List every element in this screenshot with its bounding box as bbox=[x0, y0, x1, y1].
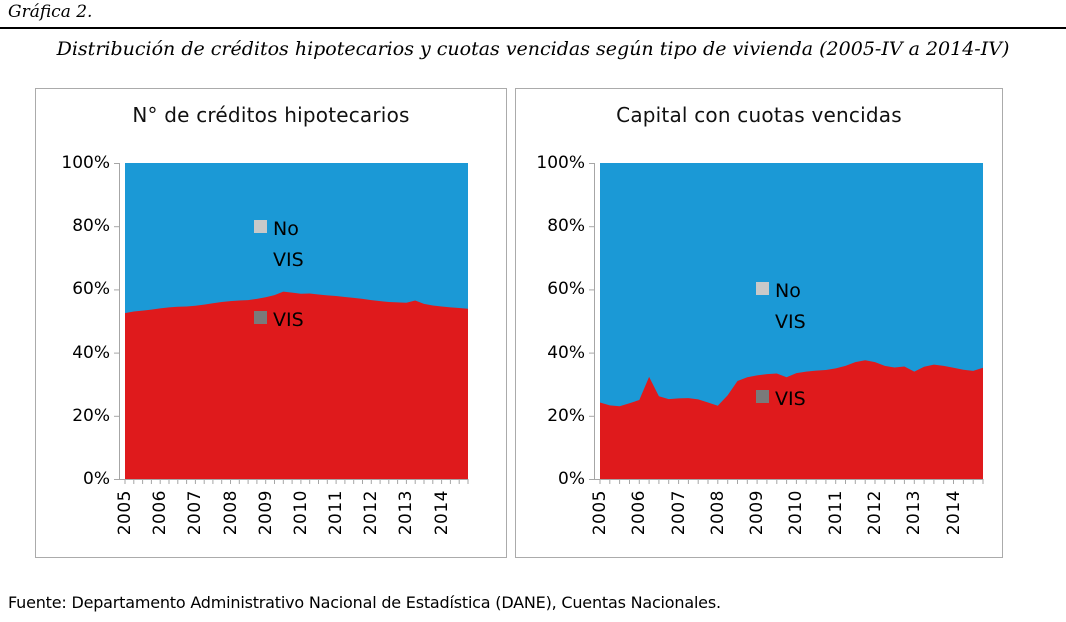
x-axis-label: 2011 bbox=[825, 490, 846, 536]
y-axis-label: 100% bbox=[536, 153, 585, 173]
chart-title-creditos: N° de créditos hipotecarios bbox=[132, 103, 410, 127]
y-axis-label: 60% bbox=[72, 279, 110, 300]
x-axis-label: 2008 bbox=[220, 490, 241, 536]
legend-vis-marker bbox=[254, 311, 267, 324]
top-divider bbox=[0, 27, 1066, 29]
x-axis-label: 2013 bbox=[904, 490, 925, 536]
legend-no-vis-label: No VIS bbox=[273, 218, 304, 271]
x-axis-label: 2009 bbox=[255, 490, 276, 536]
y-axis-label: 100% bbox=[61, 153, 110, 173]
chart-panel-creditos bbox=[35, 88, 507, 558]
legend-vis bbox=[254, 305, 304, 336]
legend-no-vis-marker bbox=[254, 220, 267, 233]
x-axis-label: 2007 bbox=[185, 490, 206, 536]
x-axis-label: 2006 bbox=[150, 490, 171, 536]
x-axis-label: 2008 bbox=[707, 490, 728, 536]
y-axis-label: 40% bbox=[72, 342, 110, 363]
legend-vis bbox=[756, 384, 806, 415]
legend-no-vis bbox=[254, 214, 304, 276]
legend-no-vis bbox=[756, 276, 806, 338]
legend-no-vis-marker bbox=[756, 282, 769, 295]
x-axis-label: 2006 bbox=[629, 490, 650, 536]
x-axis-label: 2005 bbox=[115, 490, 135, 536]
x-axis-label: 2012 bbox=[864, 490, 885, 536]
x-axis-label: 2007 bbox=[668, 490, 689, 536]
y-axis-label: 20% bbox=[547, 405, 585, 426]
y-axis-label: 60% bbox=[547, 279, 585, 300]
y-axis-label: 0% bbox=[558, 469, 585, 489]
y-axis-label: 20% bbox=[72, 405, 110, 426]
legend-vis-marker bbox=[756, 390, 769, 403]
x-axis-label: 2013 bbox=[396, 490, 417, 536]
chart-title-cuotas-vencidas: Capital con cuotas vencidas bbox=[616, 103, 902, 127]
source-note: Fuente: Departamento Administrativo Nacional de Estadística (DANE), Cuentas Nacionales. bbox=[8, 593, 721, 612]
figure-label: Gráfica 2. bbox=[8, 2, 93, 22]
x-axis-label: 2010 bbox=[290, 490, 311, 536]
legend-vis-label: VIS bbox=[775, 388, 806, 410]
x-axis-label: 2014 bbox=[431, 490, 452, 536]
legend-no-vis-label: No VIS bbox=[775, 280, 806, 333]
x-axis-label: 2010 bbox=[786, 490, 807, 536]
x-axis-label: 2012 bbox=[361, 490, 382, 536]
x-axis-label: 2014 bbox=[943, 490, 964, 536]
figure-title: Distribución de créditos hipotecarios y cuotas vencidas según tipo de vivienda (2005-IV a 2014-IV) bbox=[56, 38, 1010, 60]
y-axis-label: 80% bbox=[547, 216, 585, 237]
y-axis-label: 0% bbox=[83, 469, 110, 489]
legend-vis-label: VIS bbox=[273, 309, 304, 331]
chart-panel-cuotas-vencidas bbox=[515, 88, 1003, 558]
x-axis-label: 2005 bbox=[590, 490, 610, 536]
y-axis-label: 40% bbox=[547, 342, 585, 363]
x-axis-label: 2009 bbox=[747, 490, 768, 536]
x-axis-label: 2011 bbox=[326, 490, 347, 536]
y-axis-label: 80% bbox=[72, 216, 110, 237]
